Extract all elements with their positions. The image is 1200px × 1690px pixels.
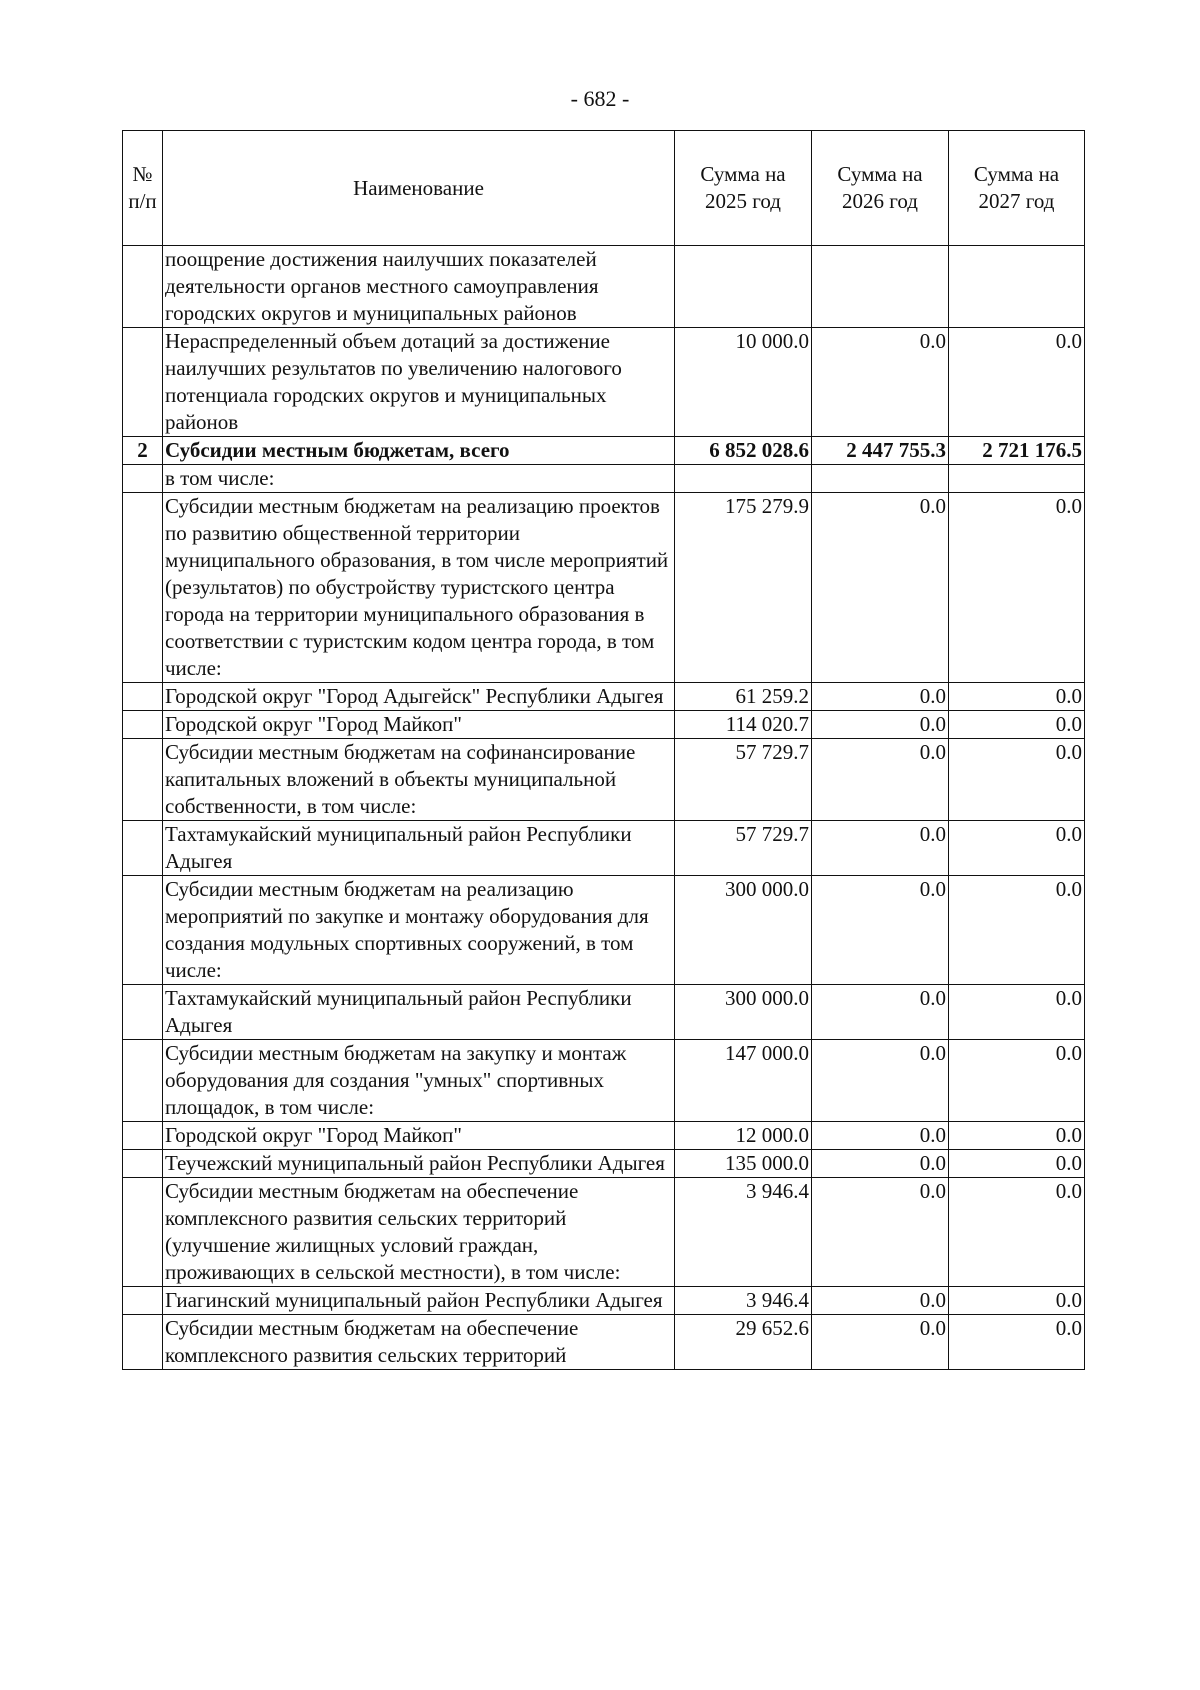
row-2026: 0.0 xyxy=(812,1178,949,1287)
row-2026: 0.0 xyxy=(812,1122,949,1150)
row-2025: 135 000.0 xyxy=(675,1150,812,1178)
row-2025: 147 000.0 xyxy=(675,1040,812,1122)
row-num xyxy=(123,1150,163,1178)
row-2025: 300 000.0 xyxy=(675,985,812,1040)
table-row xyxy=(123,711,1085,739)
row-num xyxy=(123,739,163,821)
row-name: в том числе: xyxy=(163,465,675,493)
row-num xyxy=(123,683,163,711)
row-2027: 0.0 xyxy=(949,1150,1085,1178)
row-2026: 0.0 xyxy=(812,1150,949,1178)
row-2026: 2 447 755.3 xyxy=(812,437,949,465)
table-row xyxy=(123,876,1085,985)
row-2026 xyxy=(812,246,949,328)
row-name: Городской округ "Город Майкоп" xyxy=(163,711,675,739)
table-row xyxy=(123,493,1085,683)
row-2026: 0.0 xyxy=(812,1287,949,1315)
row-2027: 0.0 xyxy=(949,1287,1085,1315)
row-num: 2 xyxy=(123,437,163,465)
row-2026: 0.0 xyxy=(812,493,949,683)
row-num xyxy=(123,1178,163,1287)
row-2027: 2 721 176.5 xyxy=(949,437,1085,465)
row-num xyxy=(123,876,163,985)
row-num xyxy=(123,328,163,437)
row-2026: 0.0 xyxy=(812,876,949,985)
row-2027: 0.0 xyxy=(949,821,1085,876)
row-2026: 0.0 xyxy=(812,821,949,876)
table-row xyxy=(123,1040,1085,1122)
table-row xyxy=(123,328,1085,437)
budget-table xyxy=(122,130,1085,1370)
row-2027: 0.0 xyxy=(949,711,1085,739)
row-2027 xyxy=(949,246,1085,328)
table-row xyxy=(123,1122,1085,1150)
row-num xyxy=(123,1287,163,1315)
row-name: Субсидии местным бюджетам на софинансирование капитальных вложений в объекты муниципальной собственности, в том числе: xyxy=(163,739,675,821)
header-num: № п/п xyxy=(123,131,163,246)
row-2027: 0.0 xyxy=(949,1315,1085,1370)
row-2026: 0.0 xyxy=(812,683,949,711)
header-2027: Сумма на 2027 год xyxy=(949,131,1085,246)
row-2027: 0.0 xyxy=(949,683,1085,711)
row-name: Тахтамукайский муниципальный район Республики Адыгея xyxy=(163,985,675,1040)
row-2027: 0.0 xyxy=(949,328,1085,437)
row-2027 xyxy=(949,465,1085,493)
row-2025: 57 729.7 xyxy=(675,821,812,876)
row-name: поощрение достижения наилучших показателей деятельности органов местного самоуправления городских округов и муниципальных районов xyxy=(163,246,675,328)
row-num xyxy=(123,821,163,876)
row-name: Субсидии местным бюджетам на обеспечение комплексного развития сельских территорий (улучшение жилищных условий граждан, проживающих в сельской местности), в том числе: xyxy=(163,1178,675,1287)
row-2025: 175 279.9 xyxy=(675,493,812,683)
row-name: Субсидии местным бюджетам, всего xyxy=(163,437,675,465)
row-2027: 0.0 xyxy=(949,1178,1085,1287)
row-2026: 0.0 xyxy=(812,1040,949,1122)
table-row xyxy=(123,1150,1085,1178)
row-2025: 3 946.4 xyxy=(675,1287,812,1315)
table-row xyxy=(123,985,1085,1040)
row-2026: 0.0 xyxy=(812,711,949,739)
row-num xyxy=(123,465,163,493)
row-2026: 0.0 xyxy=(812,739,949,821)
table-row xyxy=(123,1178,1085,1287)
header-2026: Сумма на 2026 год xyxy=(812,131,949,246)
table-row xyxy=(123,683,1085,711)
row-name: Городской округ "Город Майкоп" xyxy=(163,1122,675,1150)
row-num xyxy=(123,1315,163,1370)
row-num xyxy=(123,1040,163,1122)
row-num xyxy=(123,1122,163,1150)
row-2026: 0.0 xyxy=(812,985,949,1040)
row-2027: 0.0 xyxy=(949,1122,1085,1150)
row-2025: 3 946.4 xyxy=(675,1178,812,1287)
table-row xyxy=(123,1287,1085,1315)
row-name: Городской округ "Город Адыгейск" Республики Адыгея xyxy=(163,683,675,711)
row-2025: 29 652.6 xyxy=(675,1315,812,1370)
row-2026: 0.0 xyxy=(812,1315,949,1370)
row-num xyxy=(123,711,163,739)
row-name: Тахтамукайский муниципальный район Республики Адыгея xyxy=(163,821,675,876)
row-2026: 0.0 xyxy=(812,328,949,437)
row-name: Нераспределенный объем дотаций за достижение наилучших результатов по увеличению налогового потенциала городских округов и муниципальных районов xyxy=(163,328,675,437)
row-2025 xyxy=(675,465,812,493)
table-row xyxy=(123,821,1085,876)
row-num xyxy=(123,246,163,328)
table-row xyxy=(123,739,1085,821)
row-2027: 0.0 xyxy=(949,739,1085,821)
row-2025: 6 852 028.6 xyxy=(675,437,812,465)
row-2025: 300 000.0 xyxy=(675,876,812,985)
table-row xyxy=(123,465,1085,493)
row-2025: 61 259.2 xyxy=(675,683,812,711)
row-name: Гиагинский муниципальный район Республики Адыгея xyxy=(163,1287,675,1315)
row-2027: 0.0 xyxy=(949,493,1085,683)
row-name: Субсидии местным бюджетам на обеспечение комплексного развития сельских территорий xyxy=(163,1315,675,1370)
row-name: Субсидии местным бюджетам на реализацию мероприятий по закупке и монтажу оборудования для создания модульных спортивных сооружений, в том числе: xyxy=(163,876,675,985)
header-2025: Сумма на 2025 год xyxy=(675,131,812,246)
page-number: - 682 - xyxy=(570,86,630,111)
row-2025: 10 000.0 xyxy=(675,328,812,437)
header-name: Наименование xyxy=(163,131,675,246)
row-name: Субсидии местным бюджетам на закупку и монтаж оборудования для создания "умных" спортивных площадок, в том числе: xyxy=(163,1040,675,1122)
row-2027: 0.0 xyxy=(949,1040,1085,1122)
row-num xyxy=(123,985,163,1040)
row-name: Теучежский муниципальный район Республики Адыгея xyxy=(163,1150,675,1178)
table-row xyxy=(123,1315,1085,1370)
row-2026 xyxy=(812,465,949,493)
table-row xyxy=(123,246,1085,328)
row-2025: 12 000.0 xyxy=(675,1122,812,1150)
row-name: Субсидии местным бюджетам на реализацию проектов по развитию общественной территории муниципального образования, в том числе мероприятий (результатов) по обустройству туристского центра города на территории муниципального образования в соответствии с туристским кодом центра города, в том числе: xyxy=(163,493,675,683)
table-row-total xyxy=(123,437,1085,465)
row-2025: 114 020.7 xyxy=(675,711,812,739)
row-2025 xyxy=(675,246,812,328)
row-2027: 0.0 xyxy=(949,985,1085,1040)
row-2027: 0.0 xyxy=(949,876,1085,985)
table-header-row xyxy=(123,131,1085,246)
row-num xyxy=(123,493,163,683)
row-2025: 57 729.7 xyxy=(675,739,812,821)
